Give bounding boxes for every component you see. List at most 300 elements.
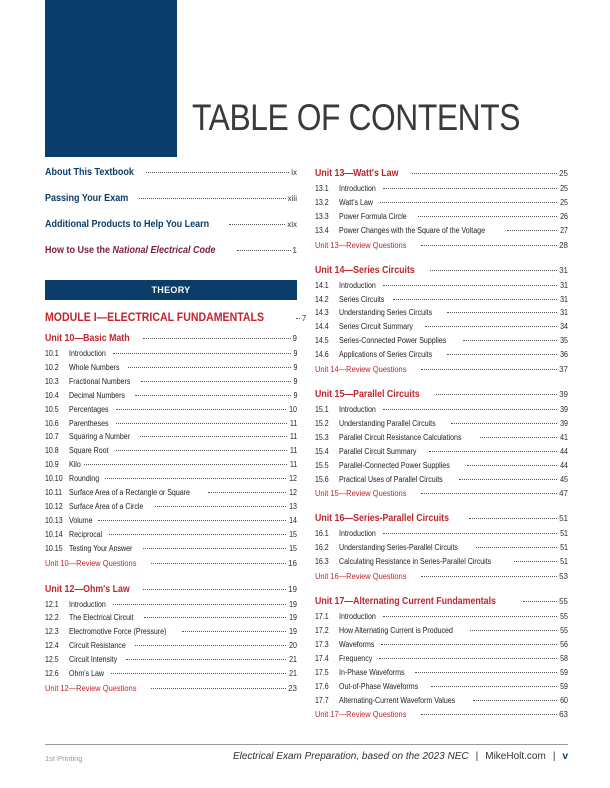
leader-dots bbox=[135, 395, 291, 396]
leader-dots bbox=[418, 216, 557, 217]
toc-section-entry[interactable] bbox=[315, 405, 568, 416]
toc-review-entry[interactable] bbox=[45, 683, 297, 694]
review-title: Unit 17—Review Questions bbox=[315, 709, 407, 720]
leader-dots bbox=[111, 673, 286, 674]
review-title: Unit 12—Review Questions bbox=[45, 682, 137, 693]
leader-dots bbox=[393, 299, 558, 300]
section-page: 39 bbox=[560, 405, 568, 414]
section-page: 44 bbox=[560, 446, 568, 456]
leader-dots bbox=[208, 492, 286, 493]
unit-title: Unit 13—Watt's Law bbox=[315, 168, 399, 179]
section-page: 10 bbox=[289, 404, 297, 414]
section-number: 10.6 bbox=[45, 418, 59, 428]
section-page: 9 bbox=[293, 390, 297, 400]
section-title: Frequency bbox=[339, 653, 373, 663]
section-title: Surface Area of a Circle bbox=[69, 501, 144, 511]
leader-dots bbox=[421, 576, 557, 577]
toc-unit-heading[interactable] bbox=[45, 584, 297, 598]
section-title: Understanding Series-Parallel Circuits bbox=[339, 543, 458, 553]
section-title: Parallel Circuit Summary bbox=[339, 446, 417, 456]
page-title: TABLE OF CONTENTS bbox=[192, 97, 521, 138]
section-page: 36 bbox=[560, 350, 568, 360]
toc-section-entry[interactable] bbox=[315, 475, 568, 486]
leader-dots bbox=[470, 630, 557, 631]
section-number: 16.2 bbox=[315, 543, 329, 553]
section-number: 10.15 bbox=[45, 543, 63, 553]
toc-section-entry[interactable] bbox=[315, 433, 568, 444]
section-title: Power Formula Circle bbox=[339, 211, 407, 221]
section-number: 12.1 bbox=[45, 599, 59, 609]
section-page: 12 bbox=[289, 474, 297, 484]
review-page: 23 bbox=[288, 683, 297, 693]
toc-section-entry[interactable] bbox=[45, 488, 297, 499]
section-number: 17.1 bbox=[315, 612, 329, 622]
footer-book-title: Electrical Exam Preparation, based on the 2023 NEC bbox=[232, 751, 469, 762]
review-title: Unit 16—Review Questions bbox=[315, 571, 407, 582]
section-title: Series-Connected Power Supplies bbox=[339, 336, 447, 346]
section-page: 45 bbox=[560, 474, 568, 484]
footer-separator: | bbox=[552, 751, 556, 762]
leader-dots bbox=[436, 394, 557, 395]
toc-unit-heading[interactable] bbox=[315, 513, 568, 527]
section-number: 12.4 bbox=[45, 641, 59, 651]
toc-section-entry[interactable] bbox=[315, 461, 568, 472]
leader-dots bbox=[143, 589, 286, 590]
unit-title: Unit 16—Series-Parallel Circuits bbox=[315, 513, 450, 525]
toc-entry-title: Additional Products to Help You Learn bbox=[45, 219, 210, 230]
toc-section-entry[interactable] bbox=[315, 626, 568, 637]
leader-dots bbox=[151, 563, 286, 564]
toc-section-entry[interactable] bbox=[45, 432, 297, 443]
leader-dots bbox=[383, 285, 557, 286]
toc-section-entry[interactable] bbox=[315, 682, 568, 693]
section-page: 19 bbox=[289, 627, 297, 637]
leader-dots bbox=[113, 353, 291, 354]
section-number: 17.7 bbox=[315, 695, 329, 705]
toc-section-entry[interactable] bbox=[45, 641, 297, 652]
review-title: Unit 15—Review Questions bbox=[315, 488, 407, 499]
toc-front-about[interactable] bbox=[45, 167, 297, 181]
toc-section-entry[interactable] bbox=[315, 640, 568, 651]
section-page: 31 bbox=[560, 308, 568, 318]
toc-section-entry[interactable] bbox=[315, 308, 568, 319]
leader-dots bbox=[473, 700, 557, 701]
section-title: Series Circuits bbox=[339, 294, 385, 304]
section-number: 17.6 bbox=[315, 681, 329, 691]
section-page: 34 bbox=[560, 322, 568, 332]
toc-entry-page: 1 bbox=[292, 246, 297, 255]
section-title: Decimal Numbers bbox=[69, 390, 125, 400]
review-page: 28 bbox=[559, 240, 568, 250]
unit-page: 9 bbox=[292, 334, 297, 343]
section-number: 17.4 bbox=[315, 653, 329, 663]
leader-dots bbox=[128, 367, 290, 368]
toc-unit-heading[interactable] bbox=[45, 333, 297, 347]
section-title: Series Circuit Summary bbox=[339, 322, 413, 332]
toc-section-entry[interactable] bbox=[315, 322, 568, 333]
section-number: 14.1 bbox=[315, 280, 329, 290]
section-page: 19 bbox=[289, 613, 297, 623]
toc-module[interactable] bbox=[45, 310, 307, 326]
section-number: 15.3 bbox=[315, 432, 329, 442]
leader-dots bbox=[139, 198, 285, 199]
section-title: Parentheses bbox=[69, 418, 109, 428]
section-page: 11 bbox=[289, 418, 297, 428]
toc-section-entry[interactable] bbox=[315, 419, 568, 430]
leader-dots bbox=[182, 631, 286, 632]
header-color-block bbox=[45, 0, 177, 157]
section-page: 59 bbox=[560, 667, 568, 677]
leader-dots bbox=[467, 465, 557, 466]
toc-section-entry[interactable] bbox=[45, 446, 297, 457]
leader-dots bbox=[447, 312, 557, 313]
section-page: 15 bbox=[289, 543, 297, 553]
section-title: Circuit Resistance bbox=[69, 641, 126, 651]
section-page: 9 bbox=[293, 349, 297, 358]
section-page: 55 bbox=[560, 626, 568, 635]
toc-section-entry[interactable] bbox=[315, 281, 568, 292]
section-title: Practical Uses of Parallel Circuits bbox=[339, 474, 443, 484]
toc-entry-title bbox=[45, 245, 216, 256]
toc-section-entry[interactable] bbox=[45, 405, 297, 416]
leader-dots bbox=[412, 173, 557, 174]
section-number: 10.5 bbox=[45, 404, 59, 414]
section-number: 17.5 bbox=[315, 667, 329, 677]
section-title: Squaring a Number bbox=[69, 432, 131, 442]
toc-entry-title-em: National Electrical Code bbox=[112, 245, 216, 256]
module-title: MODULE I—ELECTRICAL FUNDAMENTALS bbox=[45, 310, 265, 324]
review-title: Unit 14—Review Questions bbox=[315, 364, 407, 374]
section-title: Introduction bbox=[69, 349, 106, 358]
leader-dots bbox=[155, 506, 286, 507]
toc-review-entry[interactable] bbox=[315, 709, 568, 720]
section-number: 14.4 bbox=[315, 322, 329, 332]
section-title: Power Changes with the Square of the Voltage bbox=[339, 225, 485, 235]
leader-dots bbox=[116, 450, 287, 451]
toc-section-entry[interactable] bbox=[45, 502, 297, 513]
leader-dots bbox=[135, 645, 286, 646]
unit-title: Unit 12—Ohm's Law bbox=[45, 583, 130, 595]
leader-dots bbox=[421, 245, 557, 246]
section-title: Introduction bbox=[339, 529, 376, 539]
toc-review-entry[interactable] bbox=[315, 571, 568, 582]
leader-dots bbox=[514, 561, 557, 562]
toc-section-entry[interactable] bbox=[45, 613, 297, 624]
section-title: Kilo bbox=[69, 460, 81, 470]
leader-dots bbox=[429, 451, 557, 452]
section-title: Understanding Parallel Circuits bbox=[339, 418, 436, 428]
section-title: Introduction bbox=[339, 405, 376, 414]
leader-dots bbox=[383, 616, 557, 617]
leader-dots bbox=[140, 436, 286, 437]
toc-section-entry[interactable] bbox=[45, 627, 297, 638]
leader-dots bbox=[430, 270, 557, 271]
section-title: Testing Your Answer bbox=[69, 543, 133, 553]
toc-section-entry[interactable] bbox=[45, 419, 297, 430]
leader-dots bbox=[380, 202, 558, 203]
section-page: 51 bbox=[560, 557, 568, 567]
toc-section-entry[interactable] bbox=[315, 226, 568, 237]
unit-page: 55 bbox=[559, 597, 568, 607]
leader-dots bbox=[151, 688, 286, 689]
toc-section-entry[interactable] bbox=[315, 295, 568, 306]
toc-section-entry[interactable] bbox=[315, 696, 568, 707]
unit-page: 19 bbox=[288, 584, 297, 594]
section-title: Watt's Law bbox=[339, 197, 373, 207]
toc-section-entry[interactable] bbox=[45, 460, 297, 471]
section-page: 41 bbox=[560, 432, 568, 442]
section-number: 14.6 bbox=[315, 350, 329, 360]
toc-section-entry[interactable] bbox=[315, 447, 568, 458]
toc-section-entry[interactable] bbox=[45, 349, 297, 360]
section-title: Introduction bbox=[69, 599, 106, 609]
toc-unit-heading[interactable] bbox=[315, 596, 568, 610]
review-page: 47 bbox=[559, 489, 568, 499]
leader-dots bbox=[146, 172, 290, 173]
leader-dots bbox=[476, 547, 557, 548]
review-title: Unit 13—Review Questions bbox=[315, 239, 407, 250]
leader-dots bbox=[237, 250, 291, 251]
section-page: 31 bbox=[560, 280, 568, 290]
leader-dots bbox=[459, 479, 557, 480]
theory-banner: THEORY bbox=[45, 280, 297, 300]
section-number: 10.9 bbox=[45, 460, 59, 470]
section-number: 16.1 bbox=[315, 529, 329, 539]
section-page: 59 bbox=[560, 681, 568, 691]
section-number: 10.7 bbox=[45, 432, 59, 442]
section-number: 15.1 bbox=[315, 405, 329, 414]
section-title: Reciprocal bbox=[69, 529, 103, 539]
toc-section-entry[interactable] bbox=[45, 655, 297, 666]
toc-unit-heading[interactable] bbox=[315, 168, 568, 182]
section-page: 25 bbox=[560, 197, 568, 207]
leader-dots bbox=[383, 188, 557, 189]
section-title: Introduction bbox=[339, 612, 376, 622]
section-number: 12.6 bbox=[45, 669, 59, 678]
leader-dots bbox=[126, 659, 286, 660]
section-title: Whole Numbers bbox=[69, 362, 120, 372]
toc-front-products[interactable] bbox=[45, 219, 297, 233]
section-title: The Electrical Circuit bbox=[69, 613, 134, 623]
section-number: 15.4 bbox=[315, 446, 329, 456]
toc-entry-page: xix bbox=[287, 220, 297, 229]
leader-dots bbox=[451, 423, 557, 424]
section-number: 12.3 bbox=[45, 627, 59, 637]
footer-page-number: v bbox=[562, 751, 568, 762]
leader-dots bbox=[421, 714, 557, 715]
leader-dots bbox=[144, 617, 286, 618]
toc-review-entry[interactable] bbox=[315, 240, 568, 251]
toc-section-entry[interactable] bbox=[45, 363, 297, 374]
footer-separator: | bbox=[475, 751, 479, 762]
toc-entry-title-prefix: How to Use the bbox=[45, 245, 113, 256]
leader-dots bbox=[296, 318, 300, 319]
section-page: 20 bbox=[289, 641, 297, 651]
toc-section-entry[interactable] bbox=[315, 529, 568, 540]
toc-section-entry[interactable] bbox=[45, 516, 297, 527]
printing-note: 1st Printing bbox=[45, 754, 83, 763]
section-page: 21 bbox=[289, 655, 297, 665]
section-title: Electromotive Force (Pressure) bbox=[69, 627, 167, 637]
toc-section-entry[interactable] bbox=[315, 612, 568, 623]
section-title: Square Root bbox=[69, 446, 109, 456]
section-title: Circuit Intensity bbox=[69, 655, 118, 665]
section-page: 51 bbox=[560, 529, 568, 539]
section-number: 13.2 bbox=[315, 197, 329, 207]
section-page: 55 bbox=[560, 612, 568, 622]
section-number: 13.4 bbox=[315, 225, 329, 235]
leader-dots bbox=[381, 644, 557, 645]
section-number: 10.11 bbox=[45, 488, 63, 497]
section-number: 13.1 bbox=[315, 184, 329, 193]
section-page: 35 bbox=[560, 336, 568, 346]
unit-page: 25 bbox=[559, 169, 568, 178]
section-number: 10.3 bbox=[45, 376, 59, 386]
module-page: 7 bbox=[301, 314, 307, 323]
section-number: 16.3 bbox=[315, 557, 329, 567]
section-number: 10.2 bbox=[45, 362, 59, 372]
toc-section-entry[interactable] bbox=[45, 600, 297, 611]
toc-section-entry[interactable] bbox=[45, 377, 297, 388]
section-title: How Alternating Current is Produced bbox=[339, 626, 453, 635]
section-page: 21 bbox=[289, 669, 297, 678]
leader-dots bbox=[425, 326, 557, 327]
section-page: 56 bbox=[560, 639, 568, 649]
section-title: Ohm's Law bbox=[69, 669, 104, 678]
leader-dots bbox=[421, 493, 557, 494]
section-page: 15 bbox=[289, 529, 297, 539]
section-number: 12.5 bbox=[45, 655, 59, 665]
section-page: 14 bbox=[289, 515, 297, 525]
section-title: Rounding bbox=[69, 474, 100, 484]
toc-unit-heading[interactable] bbox=[315, 389, 568, 403]
section-number: 10.10 bbox=[45, 474, 63, 484]
toc-section-entry[interactable] bbox=[45, 669, 297, 680]
footer-site[interactable]: MikeHolt.com bbox=[485, 751, 546, 762]
toc-section-entry[interactable] bbox=[45, 544, 297, 555]
section-page: 26 bbox=[560, 211, 568, 221]
toc-section-entry[interactable] bbox=[315, 184, 568, 195]
unit-page: 31 bbox=[559, 265, 568, 275]
section-page: 12 bbox=[289, 488, 297, 497]
section-number: 15.5 bbox=[315, 460, 329, 470]
section-page: 25 bbox=[560, 184, 568, 193]
toc-front-nec[interactable] bbox=[45, 245, 297, 259]
section-number: 12.2 bbox=[45, 613, 59, 623]
section-page: 39 bbox=[560, 418, 568, 428]
section-page: 19 bbox=[289, 599, 297, 609]
toc-entry-page: xiii bbox=[287, 194, 297, 203]
section-number: 10.14 bbox=[45, 529, 63, 539]
leader-dots bbox=[431, 686, 557, 687]
leader-dots bbox=[463, 340, 557, 341]
section-number: 10.1 bbox=[45, 349, 59, 358]
review-page: 16 bbox=[288, 558, 297, 568]
section-number: 10.13 bbox=[45, 515, 63, 525]
leader-dots bbox=[447, 354, 557, 355]
toc-section-entry[interactable] bbox=[315, 350, 568, 361]
section-title: Calculating Resistance in Series-Parallel Circuits bbox=[339, 557, 492, 567]
leader-dots bbox=[105, 478, 286, 479]
section-number: 15.6 bbox=[315, 474, 329, 484]
toc-section-entry[interactable] bbox=[45, 474, 297, 485]
section-title: Understanding Series Circuits bbox=[339, 308, 433, 318]
unit-title: Unit 15—Parallel Circuits bbox=[315, 389, 420, 400]
toc-front-passing[interactable] bbox=[45, 193, 297, 207]
section-number: 10.12 bbox=[45, 501, 63, 511]
section-number: 10.4 bbox=[45, 390, 59, 400]
review-page: 53 bbox=[559, 572, 568, 582]
toc-entry-page: ix bbox=[291, 168, 297, 177]
toc-section-entry[interactable] bbox=[45, 391, 297, 402]
section-title: Parallel-Connected Power Supplies bbox=[339, 460, 450, 470]
toc-section-entry[interactable] bbox=[315, 198, 568, 209]
unit-page: 51 bbox=[559, 514, 568, 524]
section-title: Waveforms bbox=[339, 639, 375, 649]
leader-dots bbox=[507, 230, 557, 231]
toc-section-entry[interactable] bbox=[315, 336, 568, 347]
section-number: 17.2 bbox=[315, 626, 329, 635]
toc-entry-title: Passing Your Exam bbox=[45, 193, 129, 204]
section-number: 14.2 bbox=[315, 294, 329, 304]
toc-section-entry[interactable] bbox=[315, 654, 568, 665]
section-page: 44 bbox=[560, 460, 568, 470]
section-title: Volume bbox=[69, 515, 93, 525]
toc-section-entry[interactable] bbox=[45, 530, 297, 541]
section-number: 15.2 bbox=[315, 418, 329, 428]
section-page: 13 bbox=[289, 501, 297, 511]
toc-section-entry[interactable] bbox=[315, 668, 568, 679]
leader-dots bbox=[523, 601, 558, 602]
toc-review-entry[interactable] bbox=[45, 558, 297, 569]
section-number: 10.8 bbox=[45, 446, 59, 456]
toc-review-entry[interactable] bbox=[315, 364, 568, 375]
toc-review-entry[interactable] bbox=[315, 488, 568, 499]
leader-dots bbox=[469, 518, 557, 519]
leader-dots bbox=[143, 548, 286, 549]
section-number: 14.5 bbox=[315, 336, 329, 346]
section-page: 58 bbox=[560, 653, 568, 663]
toc-entry-title: About This Textbook bbox=[45, 167, 134, 178]
section-page: 60 bbox=[560, 695, 568, 705]
leader-dots bbox=[109, 534, 286, 535]
toc-section-entry[interactable] bbox=[315, 212, 568, 223]
section-title: Alternating-Current Waveform Values bbox=[339, 695, 456, 705]
leader-dots bbox=[113, 604, 286, 605]
toc-section-entry[interactable] bbox=[315, 557, 568, 568]
section-number: 13.3 bbox=[315, 211, 329, 221]
section-page: 51 bbox=[560, 543, 568, 553]
review-page: 63 bbox=[559, 710, 568, 720]
toc-unit-heading[interactable] bbox=[315, 265, 568, 279]
section-title: Introduction bbox=[339, 184, 376, 193]
leader-dots bbox=[98, 520, 286, 521]
section-page: 9 bbox=[293, 362, 297, 372]
unit-title: Unit 10—Basic Math bbox=[45, 333, 130, 344]
leader-dots bbox=[379, 658, 557, 659]
section-number: 17.3 bbox=[315, 639, 329, 649]
leader-dots bbox=[421, 369, 557, 370]
leader-dots bbox=[383, 409, 557, 410]
toc-section-entry[interactable] bbox=[315, 543, 568, 554]
section-title: Percentages bbox=[69, 404, 109, 414]
review-page: 37 bbox=[559, 365, 568, 374]
section-title: Out-of-Phase Waveforms bbox=[339, 681, 419, 691]
leader-dots bbox=[84, 464, 286, 465]
section-page: 11 bbox=[289, 446, 297, 456]
leader-dots bbox=[143, 338, 290, 339]
leader-dots bbox=[116, 409, 286, 410]
